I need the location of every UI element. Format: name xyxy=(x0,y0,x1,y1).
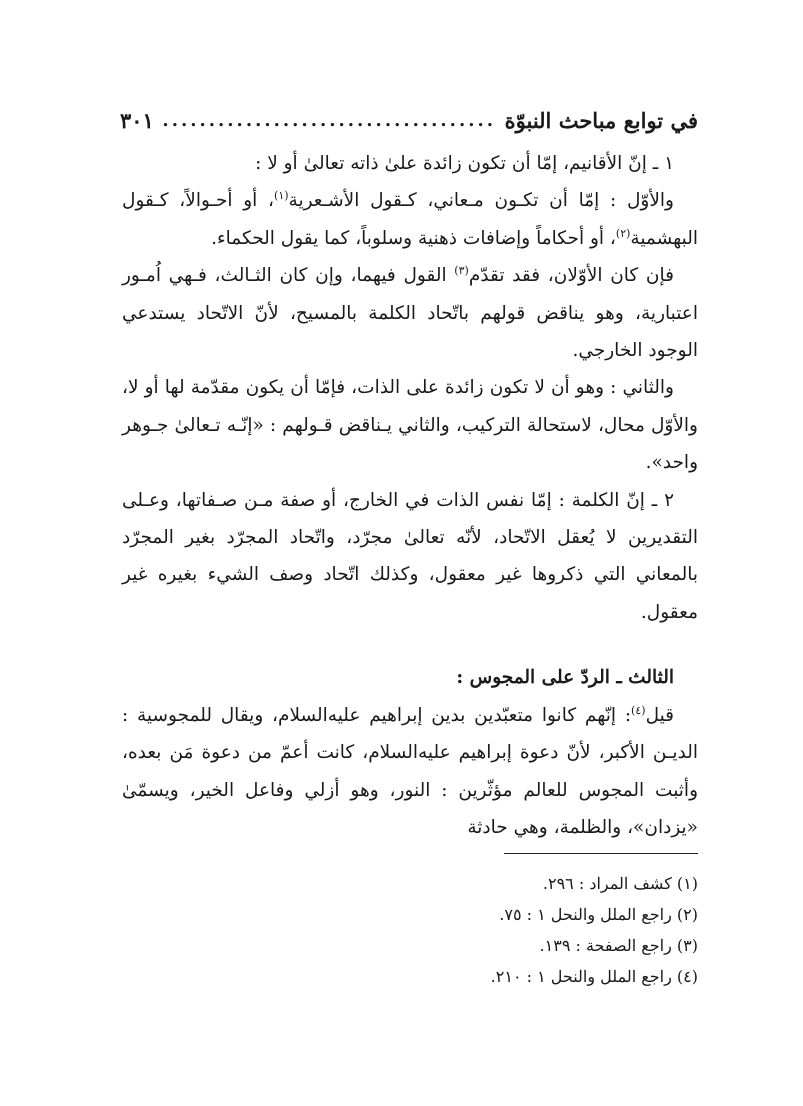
paragraph-5-text: ٢ ـ إنّ الكلمة : إمّا نفس الذات في الخارج، أو صفة مـن صـفاتها، وعـلى التقديرين لا يُعقل الاتّحاد، لأنّه تعالىٰ مجرّد، واتّحاد المجرّد بغير المجرّد بالمعاني التي ذكروها غير معقول، وكذلك اتّحاد وصف الشيء بغيره غير معقول. xyxy=(122,489,698,623)
chapter-title: في توابع مباحث النبوّة xyxy=(504,107,698,133)
footnote-ref-1[interactable]: (١) xyxy=(274,189,289,203)
body-text xyxy=(122,145,698,846)
paragraph-1-text: ١ ـ إنّ الأقانيم، إمّا أن تكون زائدة علىٰ ذاته تعالىٰ أو لا : xyxy=(255,153,674,174)
footnote-4: (٤) راجع الملل والنحل ١ : ٢١٠. xyxy=(490,967,698,986)
paragraph-1 xyxy=(122,145,698,182)
paragraph-5 xyxy=(122,482,698,632)
footnote-2: (٢) راجع الملل والنحل ١ : ٧٥. xyxy=(499,905,698,924)
paragraph-3-text-a: فإن كان الأوّلان، فقد تقدّم xyxy=(468,265,674,287)
leader-dots: .................................... xyxy=(162,109,497,131)
footnote-3: (٣) راجع الصفحة : ١٣٩. xyxy=(539,936,698,955)
page-number: ٣٠١ xyxy=(120,107,154,133)
paragraph-2 xyxy=(122,182,698,257)
paragraph-6-text-a: قيل xyxy=(645,704,674,726)
paragraph-3-text-b: القول فيهما، وإن كان الثـالث، فـهي اُمـور اعتبارية، وهو يناقض قولهم باتّحاد الكلمة بالمسيح، لأنّ الاتّحاد يستدعي الوجود الخارجي. xyxy=(122,265,698,362)
paragraph-2-text-a: والأوّل : إمّا أن تكـون مـعاني، كـقول الأشـعرية xyxy=(288,190,674,212)
footnotes xyxy=(300,868,698,992)
paragraph-4 xyxy=(122,369,698,481)
footnote-ref-4[interactable]: (٤) xyxy=(631,703,646,717)
paragraph-3 xyxy=(122,257,698,369)
footnote-ref-3[interactable]: (٣) xyxy=(454,264,469,278)
paragraph-2-text-c: ، أو أحكاماً وإضافات ذهنية وسلوباً، كما يقول الحكماء. xyxy=(211,227,616,249)
footnote-ref-2[interactable]: (٢) xyxy=(615,226,631,240)
paragraph-6-text-b: : إنّهم كانوا متعبّدين بدين إبراهيم عليه‌السلام، ويقال للمجوسية : الديـن الأكبر، لأنّ دعوة إبراهيم عليه‌السلام، كانت أعمّ من دعوة مَن بعده، وأثبت المجوس للعالم مؤثّرين : النور، وهو أزلي وفاعل الخير، ويسمّىٰ «يزدان»، والظلمة، وهي حادثة xyxy=(122,704,698,838)
section-spacer xyxy=(122,631,698,659)
running-header xyxy=(120,102,698,138)
paragraph-6 xyxy=(122,697,698,847)
paragraph-2-text-b: ، أو أحـوالاً، كـقول البهشمية xyxy=(122,190,698,249)
section-heading: الثالث ـ الردّ على المجوس : xyxy=(456,667,674,689)
paragraph-4-text: والثاني : وهو أن لا تكون زائدة على الذات، فإمّا أن يكون مقدّمة لها أو لا، والأوّل محال، لاستحالة التركيب، والثاني يـناقض قـولهم : «إنّـه تـعالىٰ جـوهر واحد». xyxy=(122,377,698,474)
footnote-divider xyxy=(504,853,698,854)
footnote-1: (١) كشف المراد : ٢٩٦. xyxy=(542,874,698,893)
